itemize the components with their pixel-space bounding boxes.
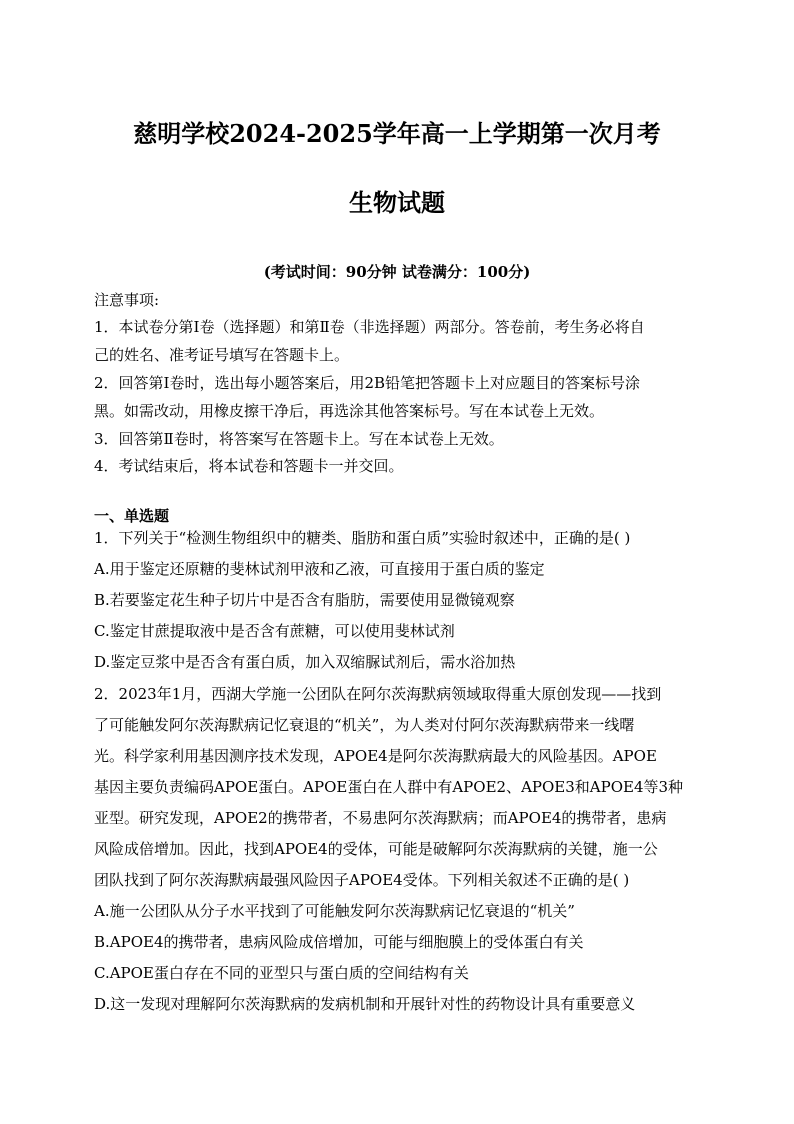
notes-heading: 注意事项: — [94, 291, 160, 309]
question-option: C.APOE蛋白存在不同的亚型只与蛋白质的空间结构有关 — [94, 964, 469, 982]
question-option: D.这一发现对理解阿尔茨海默病的发病机制和开展针对性的药物设计具有重要意义 — [94, 995, 636, 1013]
question-stem: 光。科学家利用基因测序技术发现，APOE4是阿尔茨海默病最大的风险基因。APOE — [94, 747, 657, 765]
question-option: B.APOE4的携带者，患病风险成倍增加，可能与细胞膜上的受体蛋白有关 — [94, 933, 584, 951]
question-stem: 了可能触发阿尔茨海默病记忆衰退的“机关”，为人类对付阿尔茨海默病带来一线曙 — [94, 716, 635, 734]
exam-title: 慈明学校2024-2025学年高一上学期第一次月考 — [133, 119, 661, 148]
exam-info: (考试时间：90分钟 试卷满分：100分) — [263, 263, 531, 281]
question-option: B.若要鉴定花生种子切片中是否含有脂肪，需要使用显微镜观察 — [94, 591, 515, 609]
question-stem: 1．下列关于“检测生物组织中的糖类、脂肪和蛋白质”实验时叙述中，正确的是( ) — [94, 529, 631, 547]
section-heading: 一、单选题 — [94, 507, 170, 525]
question-option: A.用于鉴定还原糖的斐林试剂甲液和乙液，可直接用于蛋白质的鉴定 — [94, 560, 545, 578]
question-stem: 亚型。研究发现，APOE2的携带者，不易患阿尔茨海默病；而APOE4的携带者，患病 — [94, 809, 667, 827]
notes-line: 己的姓名、准考证号填写在答题卡上。 — [94, 346, 350, 364]
question-stem: 2．2023年1月，西湖大学施一公团队在阿尔茨海默病领域取得重大原创发现——找到 — [94, 685, 662, 703]
notes-line: 3．回答第Ⅱ卷时，将答案写在答题卡上。写在本试卷上无效。 — [94, 430, 504, 448]
notes-line: 1．本试卷分第Ⅰ卷（选择题）和第Ⅱ卷（非选择题）两部分。答卷前，考生务必将自 — [94, 318, 645, 336]
subject-title: 生物试题 — [349, 188, 445, 217]
question-stem: 风险成倍增加。因此，找到APOE4的受体，可能是破解阿尔茨海默病的关键，施一公 — [94, 840, 658, 858]
question-stem: 基因主要负责编码APOE蛋白。APOE蛋白在人群中有APOE2、APOE3和APOE4等3种 — [94, 778, 684, 796]
notes-line: 黑。如需改动，用橡皮擦干净后，再选涂其他答案标号。写在本试卷上无效。 — [94, 402, 605, 420]
question-option: D.鉴定豆浆中是否含有蛋白质，加入双缩脲试剂后，需水浴加热 — [94, 653, 516, 671]
notes-line: 4．考试结束后，将本试卷和答题卡一并交回。 — [94, 457, 404, 475]
notes-line: 2．回答第Ⅰ卷时，选出每小题答案后，用2B铅笔把答题卡上对应题目的答案标号涂 — [94, 374, 641, 392]
question-option: C.鉴定甘蔗提取液中是否含有蔗糖，可以使用斐林试剂 — [94, 622, 455, 640]
question-option: A.施一公团队从分子水平找到了可能触发阿尔茨海默病记忆衰退的“机关” — [94, 902, 575, 920]
question-stem: 团队找到了阿尔茨海默病最强风险因子APOE4受体。下列相关叙述不正确的是( ) — [94, 871, 630, 889]
